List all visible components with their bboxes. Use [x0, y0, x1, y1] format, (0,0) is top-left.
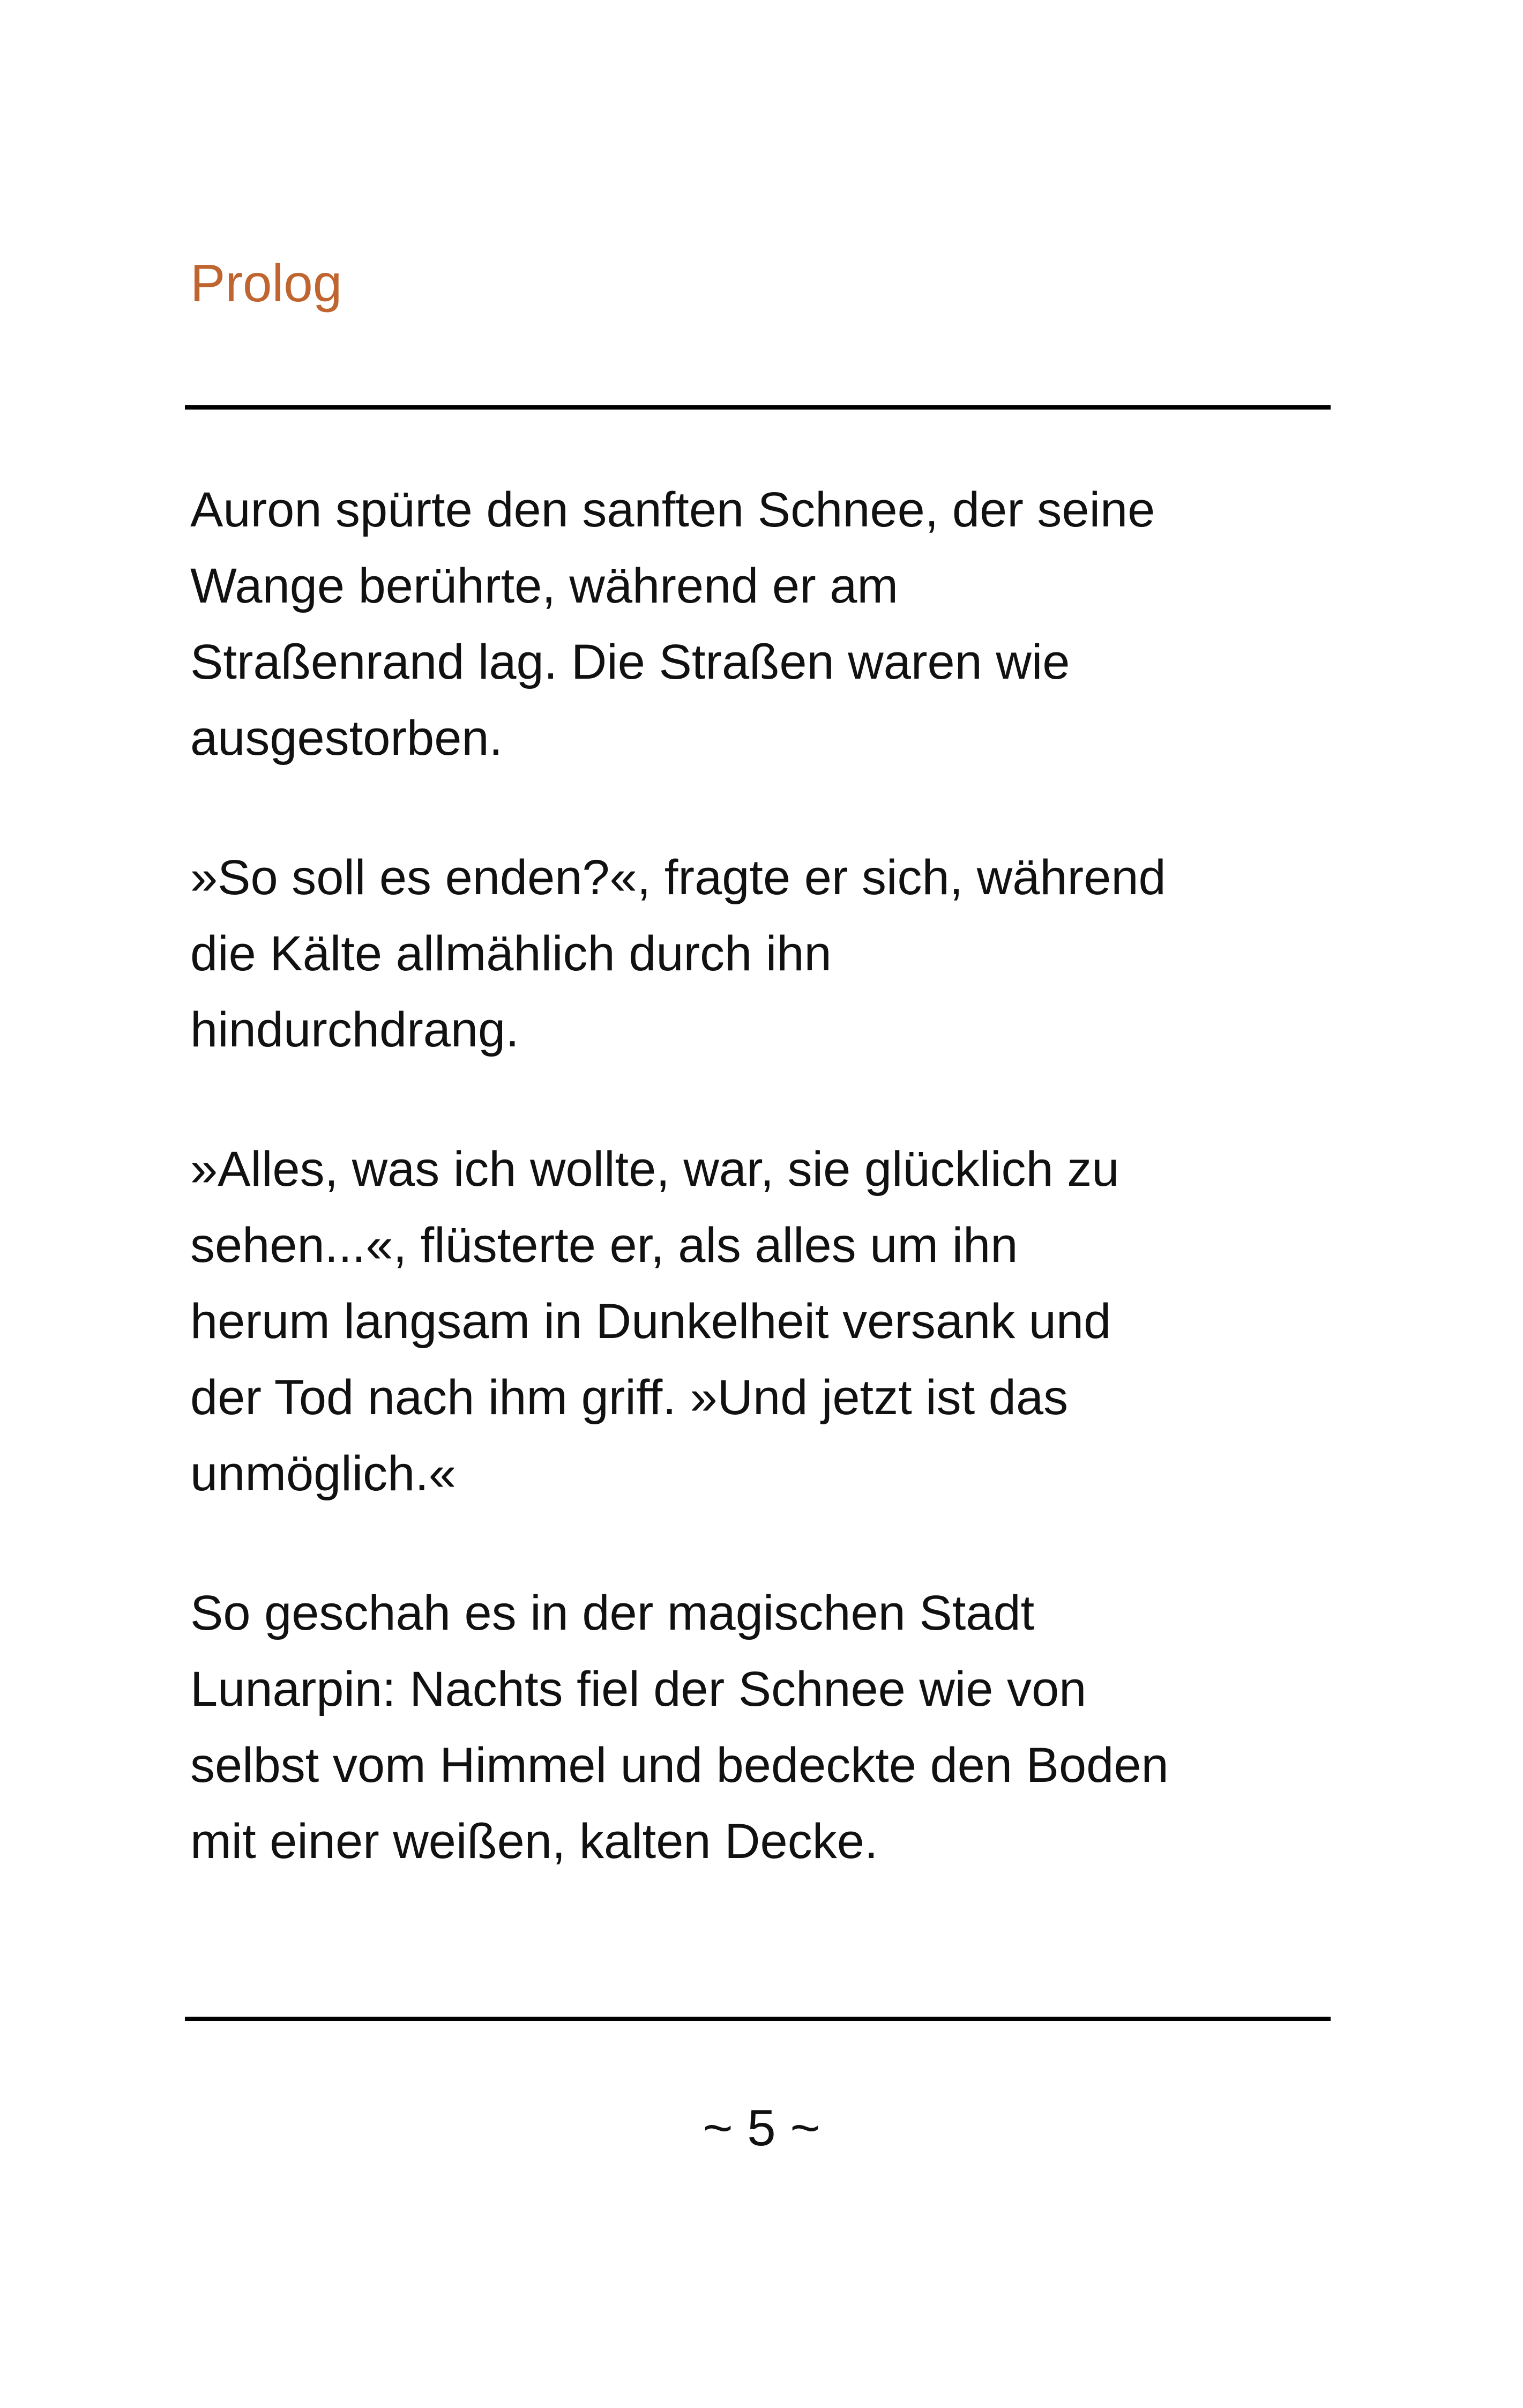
- text-line: So geschah es in der magischen Stadt: [190, 1586, 1035, 1640]
- bottom-divider: [185, 2017, 1331, 2021]
- paragraph-1: [190, 472, 1332, 776]
- text-line: Auron spürte den sanften Schnee, der seine: [190, 482, 1155, 537]
- text-line: unmöglich.«: [190, 1446, 457, 1501]
- text-line: »So soll es enden?«, fragte er sich, während: [190, 850, 1166, 905]
- top-divider: [185, 405, 1331, 410]
- text-line: mit einer weißen, kalten Decke.: [190, 1814, 878, 1869]
- paragraph-4: [190, 1575, 1332, 1879]
- text-line: herum langsam in Dunkelheit versank und: [190, 1294, 1111, 1349]
- paragraph-3: [190, 1131, 1332, 1512]
- chapter-body: [190, 472, 1332, 1879]
- text-line: sehen...«, flüsterte er, als alles um ihn: [190, 1218, 1018, 1273]
- text-line: die Kälte allmählich durch ihn: [190, 926, 832, 981]
- text-line: Lunarpin: Nachts fiel der Schnee wie von: [190, 1662, 1087, 1716]
- text-line: ausgestorben.: [190, 711, 503, 765]
- text-line: »Alles, was ich wollte, war, sie glücklich zu: [190, 1142, 1119, 1196]
- paragraph-2: [190, 839, 1332, 1068]
- text-line: selbst vom Himmel und bedeckte den Boden: [190, 1738, 1169, 1793]
- text-line: hindurchdrang.: [190, 1002, 519, 1057]
- chapter-title: Prolog: [190, 254, 342, 313]
- text-line: der Tod nach ihm griff. »Und jetzt ist das: [190, 1370, 1069, 1425]
- page-number: ~ 5 ~: [703, 2099, 820, 2157]
- text-line: Wange berührte, während er am: [190, 559, 899, 613]
- text-line: Straßenrand lag. Die Straßen waren wie: [190, 635, 1070, 689]
